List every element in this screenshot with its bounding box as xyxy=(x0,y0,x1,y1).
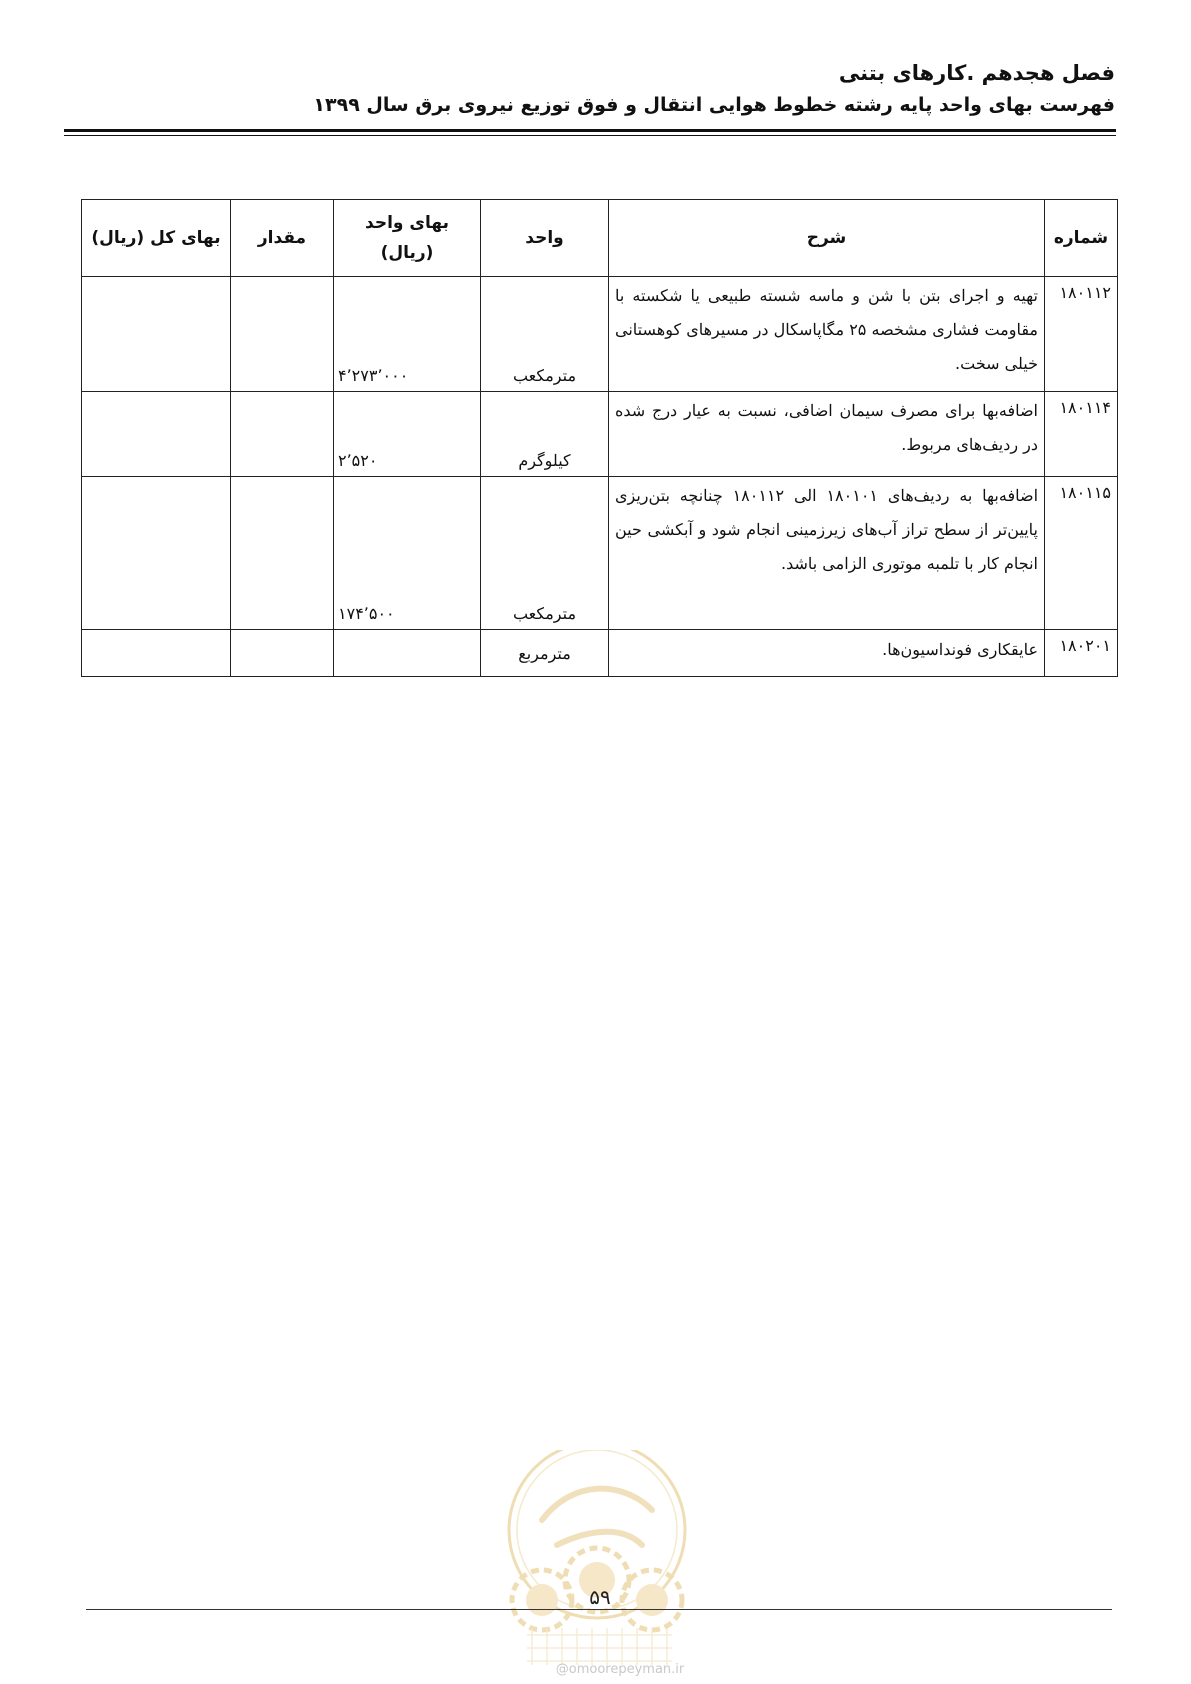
item-quantity xyxy=(231,277,334,392)
page-number: ۵۹ xyxy=(589,1585,611,1609)
item-unit: مترمکعب xyxy=(481,477,609,630)
footer-rule xyxy=(86,1609,1112,1610)
header-unit-price-currency: (ریال) xyxy=(380,243,434,263)
table-row xyxy=(82,392,1118,477)
item-total xyxy=(82,630,231,677)
watermark-site: @omoorepeyman.ir xyxy=(555,1662,685,1677)
watermark-logo-icon xyxy=(502,1450,692,1670)
item-unit: کیلوگرم xyxy=(481,392,609,477)
header-number: شماره xyxy=(1045,200,1118,277)
item-unit-price: ۲٬۵۲۰ xyxy=(334,392,481,477)
header-unit: واحد xyxy=(481,200,609,277)
item-unit: مترمکعب xyxy=(481,277,609,392)
header-total: بهای کل (ریال) xyxy=(82,200,231,277)
item-unit-price: ۴٬۲۷۳٬۰۰۰ xyxy=(334,277,481,392)
table-row xyxy=(82,630,1118,677)
item-total xyxy=(82,277,231,392)
item-quantity xyxy=(231,392,334,477)
header-rule-thick xyxy=(64,129,1116,132)
item-total xyxy=(82,477,231,630)
header-unit-price xyxy=(334,200,481,277)
header-unit-price-label: بهای واحد xyxy=(365,213,449,233)
table-row xyxy=(82,277,1118,392)
item-unit: مترمربع xyxy=(481,630,609,677)
item-number: ۱۸۰۲۰۱ xyxy=(1045,630,1118,677)
header-description: شرح xyxy=(609,200,1045,277)
item-unit-price xyxy=(334,630,481,677)
header-rule-thin xyxy=(64,135,1116,136)
item-quantity xyxy=(231,477,334,630)
item-number: ۱۸۰۱۱۴ xyxy=(1045,392,1118,477)
item-number: ۱۸۰۱۱۵ xyxy=(1045,477,1118,630)
chapter-title: فصل هجدهم .کارهای بتنی xyxy=(838,61,1115,85)
item-quantity xyxy=(231,630,334,677)
item-description: تهیه و اجرای بتن با شن و ماسه شسته طبیعی یا شکسته با مقاومت فشاری مشخصه ۲۵ مگاپاسکال در مسیرهای کوهستانی خیلی سخت. xyxy=(609,277,1045,392)
item-description: عایقکاری فونداسیون‌ها. xyxy=(609,630,1045,677)
page-header xyxy=(75,58,1115,120)
header-quantity: مقدار xyxy=(231,200,334,277)
item-number: ۱۸۰۱۱۲ xyxy=(1045,277,1118,392)
item-description: اضافه‌بها برای مصرف سیمان اضافی، نسبت به عیار درج شده در ردیف‌های مربوط. xyxy=(609,392,1045,477)
price-list-table xyxy=(81,199,1118,677)
item-unit-price: ۱۷۴٬۵۰۰ xyxy=(334,477,481,630)
item-description: اضافه‌بها به ردیف‌های ۱۸۰۱۰۱ الی ۱۸۰۱۱۲ چنانچه بتن‌ریزی پایین‌تر از سطح تراز آب‌های زیرزمینی انجام شود و آبکشی حین انجام کار با تلمبه موتوری الزامی باشد. xyxy=(609,477,1045,630)
table-header-row xyxy=(82,200,1118,277)
item-total xyxy=(82,392,231,477)
document-title: فهرست بهای واحد پایه رشته خطوط هوایی انتقال و فوق توزیع نیروی برق سال ۱۳۹۹ xyxy=(313,94,1115,116)
table-row xyxy=(82,477,1118,630)
